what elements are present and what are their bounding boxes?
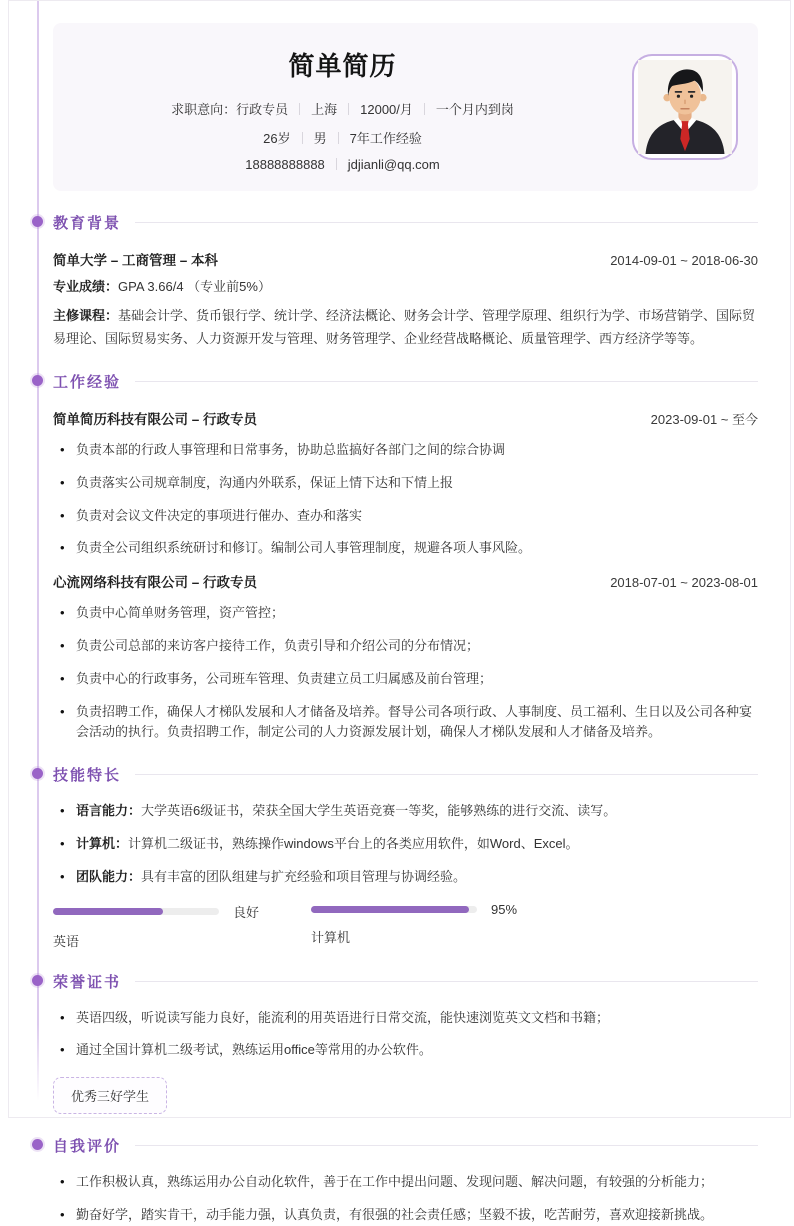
job-intent-line <box>53 99 632 118</box>
work-years: 7年工作经验 <box>349 131 422 146</box>
header-info <box>53 42 632 172</box>
section-marker-icon <box>32 975 43 986</box>
divider <box>338 132 339 144</box>
section-marker-icon <box>32 216 43 227</box>
section-skills <box>53 764 758 949</box>
section-marker-icon <box>32 1139 43 1150</box>
skill-label: 团队能力： <box>76 868 142 884</box>
divider <box>424 103 425 115</box>
progress-label: 95% <box>491 901 518 917</box>
progress-fill <box>311 906 469 913</box>
evaluation-item: • 工作积极认真，熟练运用办公自动化软件，善于在工作中提出问题、发现问题、解决问题，有较强的分析能力； <box>53 1172 758 1193</box>
progress-track <box>311 906 477 913</box>
progress-fill <box>53 908 163 915</box>
age: 26岁 <box>263 131 291 146</box>
job-date: 2023-09-01 ~ 至今 <box>650 412 758 428</box>
duty-item: • 负责对会议文件决定的事项进行催办、查办和落实 <box>53 506 758 527</box>
section-evaluation <box>53 1135 758 1226</box>
job-duties <box>53 603 758 743</box>
divider <box>299 103 300 115</box>
job-header <box>53 408 758 428</box>
header-card <box>53 23 758 191</box>
section-title: 工作经验 <box>53 374 122 392</box>
email-address: jdjianli@qq.com <box>347 157 440 172</box>
evaluation-list <box>53 1172 758 1226</box>
duty-item: • 负责全公司组织系统研讨和修订。编制公司人事管理制度，规避各项人事风险。 <box>53 538 758 559</box>
page-title: 简单简历 <box>288 51 397 81</box>
divider <box>302 132 303 144</box>
section-marker-icon <box>32 375 43 386</box>
courses-line <box>53 305 758 350</box>
section-title: 教育背景 <box>53 215 122 232</box>
honor-item: • 通过全国计算机二级考试，熟练运用office等常用的办公软件。 <box>53 1040 758 1061</box>
honor-badge: 优秀三好学生 <box>53 1077 167 1114</box>
resume-content <box>53 23 758 1226</box>
job-duties <box>53 440 758 559</box>
duty-item: • 负责招聘工作，确保人才梯队发展和人才储备及培养。督导公司各项行政、人事制度、员工福利、生日以及公司各种宴会活动的执行。负责招聘工作，制定公司的人力资源发展计划，确保人才梯队发展和人才储备及培养。 <box>53 702 758 744</box>
gpa-line <box>53 276 758 298</box>
phone-number: 18888888888 <box>245 157 325 172</box>
gpa-label: 专业成绩： <box>53 279 119 294</box>
timeline-line <box>37 1 39 1101</box>
skill-bar-name: 计算机 <box>311 929 351 945</box>
divider <box>348 103 349 115</box>
gender: 男 <box>313 131 327 146</box>
section-header <box>53 971 758 992</box>
skill-text: 计算机二级证书，熟练操作windows平台上的各类应用软件，如Word、Excel。 <box>128 836 579 852</box>
skill-item <box>53 834 758 855</box>
progress-label: 良好 <box>233 904 260 920</box>
education-entry <box>53 249 758 269</box>
bar-line <box>53 902 271 921</box>
courses-value: 基础会计学、货币银行学、统计学、经济法概论、财务会计学、管理学原理、组织行为学、市场营销学、国际贸易理论、国际贸易实务、人力资源开发与管理、财务管理学、企业经营战略概论、质量管理学、西方经济学等等。 <box>53 308 756 346</box>
section-header <box>53 764 758 785</box>
duty-item: • 负责落实公司规章制度，沟通内外联系，保证上情下达和下情上报 <box>53 473 758 494</box>
bar-line <box>311 902 529 917</box>
section-divider <box>135 774 758 775</box>
skill-list <box>53 801 758 887</box>
skill-text: 具有丰富的团队组建与扩充经验和项目管理与协调经验。 <box>141 868 467 884</box>
profile-photo <box>638 60 732 154</box>
job-date: 2018-07-01 ~ 2023-08-01 <box>610 575 758 591</box>
job-intent: 求职意向：行政专员 <box>171 102 289 117</box>
skill-label: 计算机： <box>76 836 129 852</box>
section-education <box>53 212 758 350</box>
job-entry <box>53 571 758 743</box>
skill-label: 语言能力： <box>76 803 142 819</box>
skill-bar-name: 英语 <box>53 933 80 949</box>
section-marker-icon <box>32 768 43 779</box>
skill-text: 大学英语6级证书，荣获全国大学生英语竞赛一等奖，能够熟练的进行交流、读写。 <box>141 803 617 819</box>
progress-track <box>53 908 219 915</box>
city: 上海 <box>311 102 338 117</box>
contact-line <box>53 157 632 172</box>
profile-photo-frame <box>632 54 738 160</box>
company-name: 简单简历科技有限公司 – 行政专员 <box>53 412 258 428</box>
duty-item: • 负责本部的行政人事管理和日常事务，协助总监搞好各部门之间的综合协调 <box>53 440 758 461</box>
availability: 一个月内到岗 <box>435 102 514 117</box>
honor-item: • 英语四级，听说读写能力良好，能流利的用英语进行日常交流，能快速浏览英文文档和书籍； <box>53 1008 758 1029</box>
expected-salary: 12000/月 <box>360 102 413 117</box>
honor-list <box>53 1008 758 1062</box>
section-header <box>53 371 758 392</box>
section-divider <box>135 381 758 382</box>
section-header <box>53 212 758 233</box>
section-divider <box>135 222 758 223</box>
duty-item: • 负责公司总部的来访客户接待工作，负责引导和介绍公司的分布情况； <box>53 636 758 657</box>
section-divider <box>135 1145 758 1146</box>
school-name: 简单大学 – 工商管理 – 本科 <box>53 253 219 268</box>
evaluation-item: • 勤奋好学，踏实肯干，动手能力强，认真负责，有很强的社会责任感；坚毅不拔，吃苦耐劳，喜欢迎接新挑战。 <box>53 1205 758 1226</box>
job-entry <box>53 408 758 559</box>
duty-item: • 负责中心的行政事务，公司班车管理、负责建立员工归属感及前台管理； <box>53 669 758 690</box>
education-date: 2014-09-01 ~ 2018-06-30 <box>610 253 758 268</box>
company-name: 心流网络科技有限公司 – 行政专员 <box>53 575 258 591</box>
skill-bar-english <box>53 902 271 950</box>
skill-item <box>53 867 758 888</box>
skill-item <box>53 801 758 822</box>
section-header <box>53 1135 758 1156</box>
courses-label: 主修课程： <box>53 308 119 324</box>
section-title: 自我评价 <box>53 1138 122 1156</box>
section-divider <box>135 981 758 982</box>
gpa-value: GPA 3.66/4 （专业前5%） <box>118 279 271 294</box>
portrait-illustration <box>638 60 732 154</box>
duty-item: • 负责中心简单财务管理，资产管控； <box>53 603 758 624</box>
section-work <box>53 371 758 743</box>
section-honors <box>53 971 758 1115</box>
divider <box>336 158 337 170</box>
section-title: 技能特长 <box>53 767 122 785</box>
skill-bars <box>53 902 758 950</box>
job-header <box>53 571 758 591</box>
section-title: 荣誉证书 <box>53 973 122 991</box>
personal-line <box>53 128 632 147</box>
skill-bar-computer <box>311 902 529 950</box>
resume-page <box>8 0 791 1223</box>
